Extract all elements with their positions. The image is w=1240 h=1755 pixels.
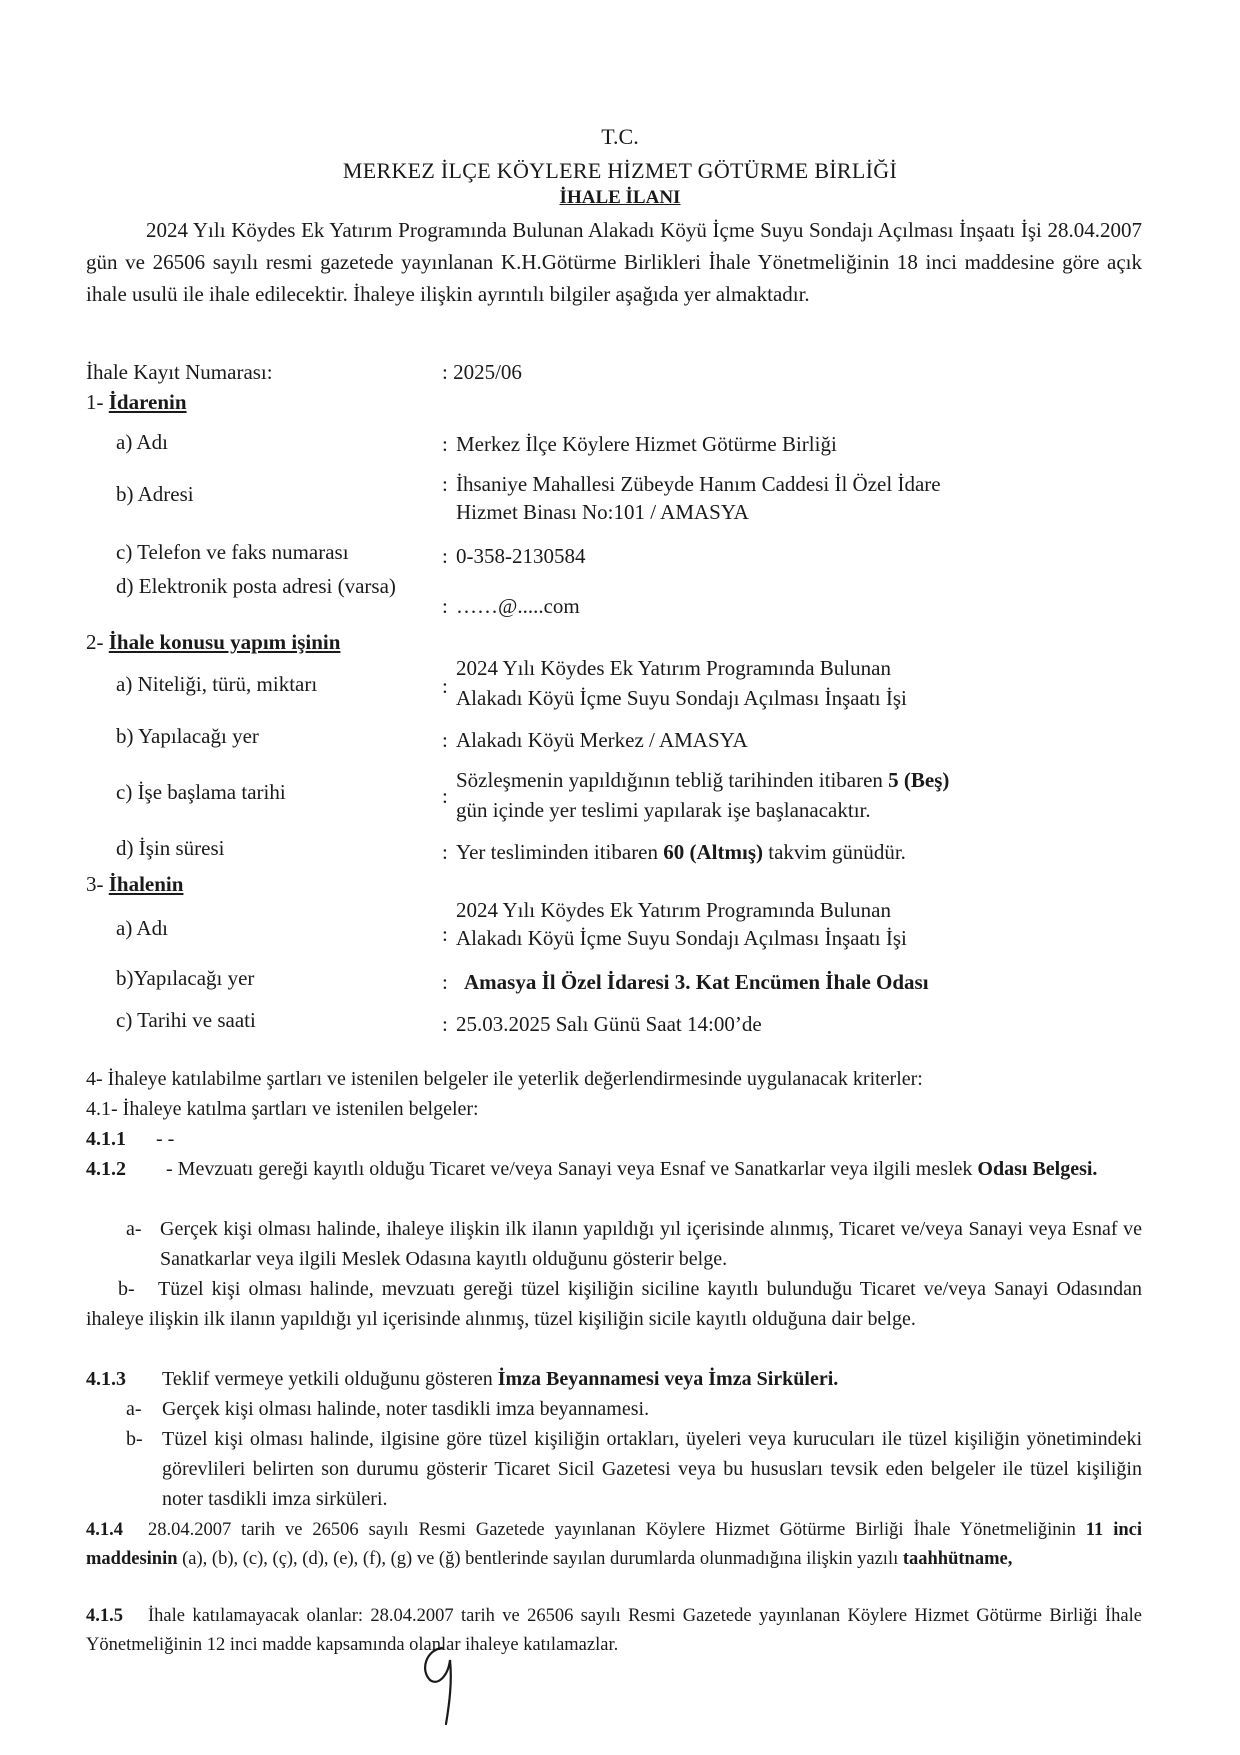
section-2-number: 2- bbox=[86, 630, 104, 654]
s2-a-value-line1: 2024 Yılı Köydes Ek Yatırım Programında Bulunan bbox=[456, 656, 891, 680]
s2-d-value bbox=[456, 838, 1046, 866]
section-2-title: İhale konusu yapım işinin bbox=[108, 630, 341, 654]
s2-d-value-days: 60 (Altmış) bbox=[663, 840, 763, 864]
item-4-1-3-b-text: Tüzel kişi olması halinde, ilgisine göre tüzel kişiliğin ortakları, üyeleri veya kurucuları ile tüzel kişiliğin yönetimindeki görevlileri belirten son durumu gösterir Ticaret Sicil Gazetesi veya bu hususları tevsik eden belgeler ile tüzel kişiliğin noter tasdikli imza sirküleri. bbox=[162, 1428, 1142, 1510]
document-title: İHALE İLANI bbox=[559, 187, 681, 208]
s2-c-value-line2: gün içinde yer teslimi yapılarak işe başlanacaktır. bbox=[456, 798, 871, 822]
item-4-1-3-b-marker: b- bbox=[126, 1428, 143, 1450]
s2-a-value-line2: Alakadı Köyü İçme Suyu Sondajı Açılması İnşaatı İşi bbox=[456, 686, 907, 710]
header-organization: MERKEZ İLÇE KÖYLERE HİZMET GÖTÜRME BİRLİĞİ bbox=[342, 158, 898, 183]
s1-b-value-line1: İhsaniye Mahallesi Zübeyde Hanım Caddesi İl Özel İdare bbox=[456, 472, 941, 496]
item-4-1-3-bold: İmza Beyannamesi veya İmza Sirküleri. bbox=[497, 1368, 839, 1390]
registry-label: İhale Kayıt Numarası: bbox=[86, 360, 273, 384]
s2-b-value: Alakadı Köyü Merkez / AMASYA bbox=[456, 728, 748, 752]
colon: : bbox=[442, 674, 448, 698]
s3-b-label: b)Yapılacağı yer bbox=[116, 966, 255, 990]
item-4-1-2-text bbox=[156, 1154, 1142, 1184]
s1-a-value: Merkez İlçe Köylere Hizmet Götürme Birliği bbox=[456, 432, 837, 456]
section-3-number: 3- bbox=[86, 872, 104, 896]
section-3-title: İhalenin bbox=[108, 872, 184, 896]
s2-b-label: b) Yapılacağı yer bbox=[116, 724, 259, 748]
item-4-1-5-number: 4.1.5 bbox=[86, 1606, 123, 1626]
registry-value: : 2025/06 bbox=[442, 360, 522, 384]
colon: : bbox=[442, 594, 448, 618]
s2-d-value-pre: Yer tesliminden itibaren bbox=[456, 840, 664, 864]
s3-c-value: 25.03.2025 Salı Günü Saat 14:00’de bbox=[456, 1012, 762, 1036]
section-1-title: İdarenin bbox=[108, 390, 187, 414]
section-2-heading bbox=[86, 628, 340, 656]
section-1-number: 1- bbox=[86, 390, 104, 414]
s3-c-label: c) Tarihi ve saati bbox=[116, 1008, 256, 1032]
s3-a-value-line2: Alakadı Köyü İçme Suyu Sondajı Açılması İnşaatı İşi bbox=[456, 926, 907, 950]
s1-c-label: c) Telefon ve faks numarası bbox=[116, 540, 349, 564]
s2-c-value-days: 5 (Beş) bbox=[888, 768, 950, 792]
item-4-1-2-b-text: Tüzel kişi olması halinde, mevzuatı gereği tüzel kişiliğin siciline kayıtlı bulunduğu Ticaret ve/veya Sanayi Odasından ihaleye ilişkin ilk ilanın yapıldığı yıl içerisinde alınmış, tüzel kişiliğin sicile kayıtlı olduğuna dair belge. bbox=[86, 1278, 1142, 1330]
section-3-heading bbox=[86, 870, 183, 898]
s3-a-value-line1: 2024 Yılı Köydes Ek Yatırım Programında Bulunan bbox=[456, 898, 891, 922]
item-4-1-4-text bbox=[86, 1516, 1142, 1574]
item-4-1-3-text bbox=[162, 1364, 1142, 1394]
item-4-1-2-bold: Odası Belgesi. bbox=[977, 1158, 1098, 1180]
handwritten-page-mark-icon bbox=[412, 1640, 472, 1730]
colon: : bbox=[442, 970, 448, 994]
item-4-1-2-number: 4.1.2 bbox=[86, 1158, 126, 1180]
item-4-1-4-number: 4.1.4 bbox=[86, 1520, 123, 1540]
s1-d-value: ……@.....com bbox=[456, 594, 580, 618]
item-4-1-3-number: 4.1.3 bbox=[86, 1368, 126, 1390]
s1-c-value: 0-358-2130584 bbox=[456, 544, 586, 568]
item-4-1-4-pre: 28.04.2007 tarih ve 26506 sayılı Resmi Gazetede yayınlanan Köylere Hizmet Götürme Birliği İhale Yönetmeliğinin bbox=[148, 1520, 1086, 1540]
s1-d-label: d) Elektronik posta adresi (varsa) bbox=[116, 574, 396, 598]
colon: : bbox=[442, 784, 448, 808]
s2-a-label: a) Niteliği, türü, miktarı bbox=[116, 672, 318, 696]
s1-b-label: b) Adresi bbox=[116, 482, 194, 506]
colon: : bbox=[442, 840, 448, 864]
intro-paragraph: 2024 Yılı Köydes Ek Yatırım Programında Bulunan Alakadı Köyü İçme Suyu Sondajı Açılması İnşaatı İşi 28.04.2007 gün ve 26506 sayılı resmi gazetede yayınlanan K.H.Götürme Birlikleri İhale Yönetmeliğinin 18 inci maddesine göre açık ihale usulü ile ihale edilecektir. İhaleye ilişkin ayrıntılı bilgiler aşağıda yer almaktadır. bbox=[86, 218, 1142, 306]
colon: : bbox=[442, 728, 448, 752]
item-4-1-2-b-marker: b- bbox=[118, 1278, 135, 1300]
item-4-1-2-a-text: Gerçek kişi olması halinde, ihaleye ilişkin ilk ilanın yapıldığı yıl içerisinde alınmış, Ticaret ve/veya Sanayi veya Esnaf ve Sanatkarlar veya ilgili Meslek Odasına kayıtlı olduğunu gösterir belge. bbox=[160, 1218, 1142, 1270]
item-4-1-1-text: - - bbox=[156, 1128, 175, 1150]
item-4-1-1-number: 4.1.1 bbox=[86, 1128, 126, 1150]
item-4-1-4-bold2: taahhütname, bbox=[902, 1549, 1013, 1569]
item-4-1-4-bold: 11 inci maddesinin bbox=[86, 1520, 1142, 1569]
s2-c-value-line1 bbox=[456, 766, 1046, 794]
s4-intro-line: 4- İhaleye katılabilme şartları ve istenilen belgeler ile yeterlik değerlendirmesinde uygulanacak kriterler: bbox=[86, 1068, 923, 1090]
s2-d-label: d) İşin süresi bbox=[116, 836, 225, 860]
colon: : bbox=[442, 1012, 448, 1036]
item-4-1-5-text: İhale katılamayacak olanlar: 28.04.2007 tarih ve 26506 sayılı Resmi Gazetede yayınlanan Köylere Hizmet Götürme Birliği İhale Yönetmeliğinin 12 inci madde kapsamında olanlar ihaleye katılamazlar. bbox=[86, 1606, 1142, 1655]
item-4-1-2-pre: - Mevzuatı gereği kayıtlı olduğu Ticaret ve/veya Sanayi veya Esnaf ve Sanatkarlar veya ilgili meslek bbox=[166, 1158, 978, 1180]
item-4-1-3-a-text: Gerçek kişi olması halinde, noter tasdikli imza beyannamesi. bbox=[162, 1398, 650, 1420]
s2-d-value-post: takvim günüdür. bbox=[763, 840, 906, 864]
item-4-1-4-mid: (a), (b), (c), (ç), (d), (e), (f), (g) ve (ğ) bentlerinde sayılan durumlarda olunmadığına ilişkin yazılı bbox=[177, 1549, 903, 1569]
colon: : bbox=[442, 432, 448, 456]
s4-1-line: 4.1- İhaleye katılma şartları ve istenilen belgeler: bbox=[86, 1098, 479, 1120]
s1-a-label: a) Adı bbox=[116, 430, 168, 454]
item-4-1-2-a-marker: a- bbox=[126, 1218, 142, 1240]
s1-b-value-line2: Hizmet Binası No:101 / AMASYA bbox=[456, 500, 749, 524]
header-tc: T.C. bbox=[601, 124, 639, 149]
section-1-heading bbox=[86, 388, 187, 416]
colon: : bbox=[442, 544, 448, 568]
item-4-1-3-a-marker: a- bbox=[126, 1398, 142, 1420]
colon: : bbox=[442, 472, 448, 496]
item-4-1-3-pre: Teklif vermeye yetkili olduğunu gösteren bbox=[162, 1368, 498, 1390]
s2-c-value-text: Sözleşmenin yapıldığının tebliğ tarihinden itibaren bbox=[456, 768, 889, 792]
s3-b-value: Amasya İl Özel İdaresi 3. Kat Encümen İhale Odası bbox=[464, 970, 929, 994]
s2-c-label: c) İşe başlama tarihi bbox=[116, 780, 286, 804]
colon: : bbox=[442, 922, 448, 946]
s3-a-label: a) Adı bbox=[116, 916, 168, 940]
